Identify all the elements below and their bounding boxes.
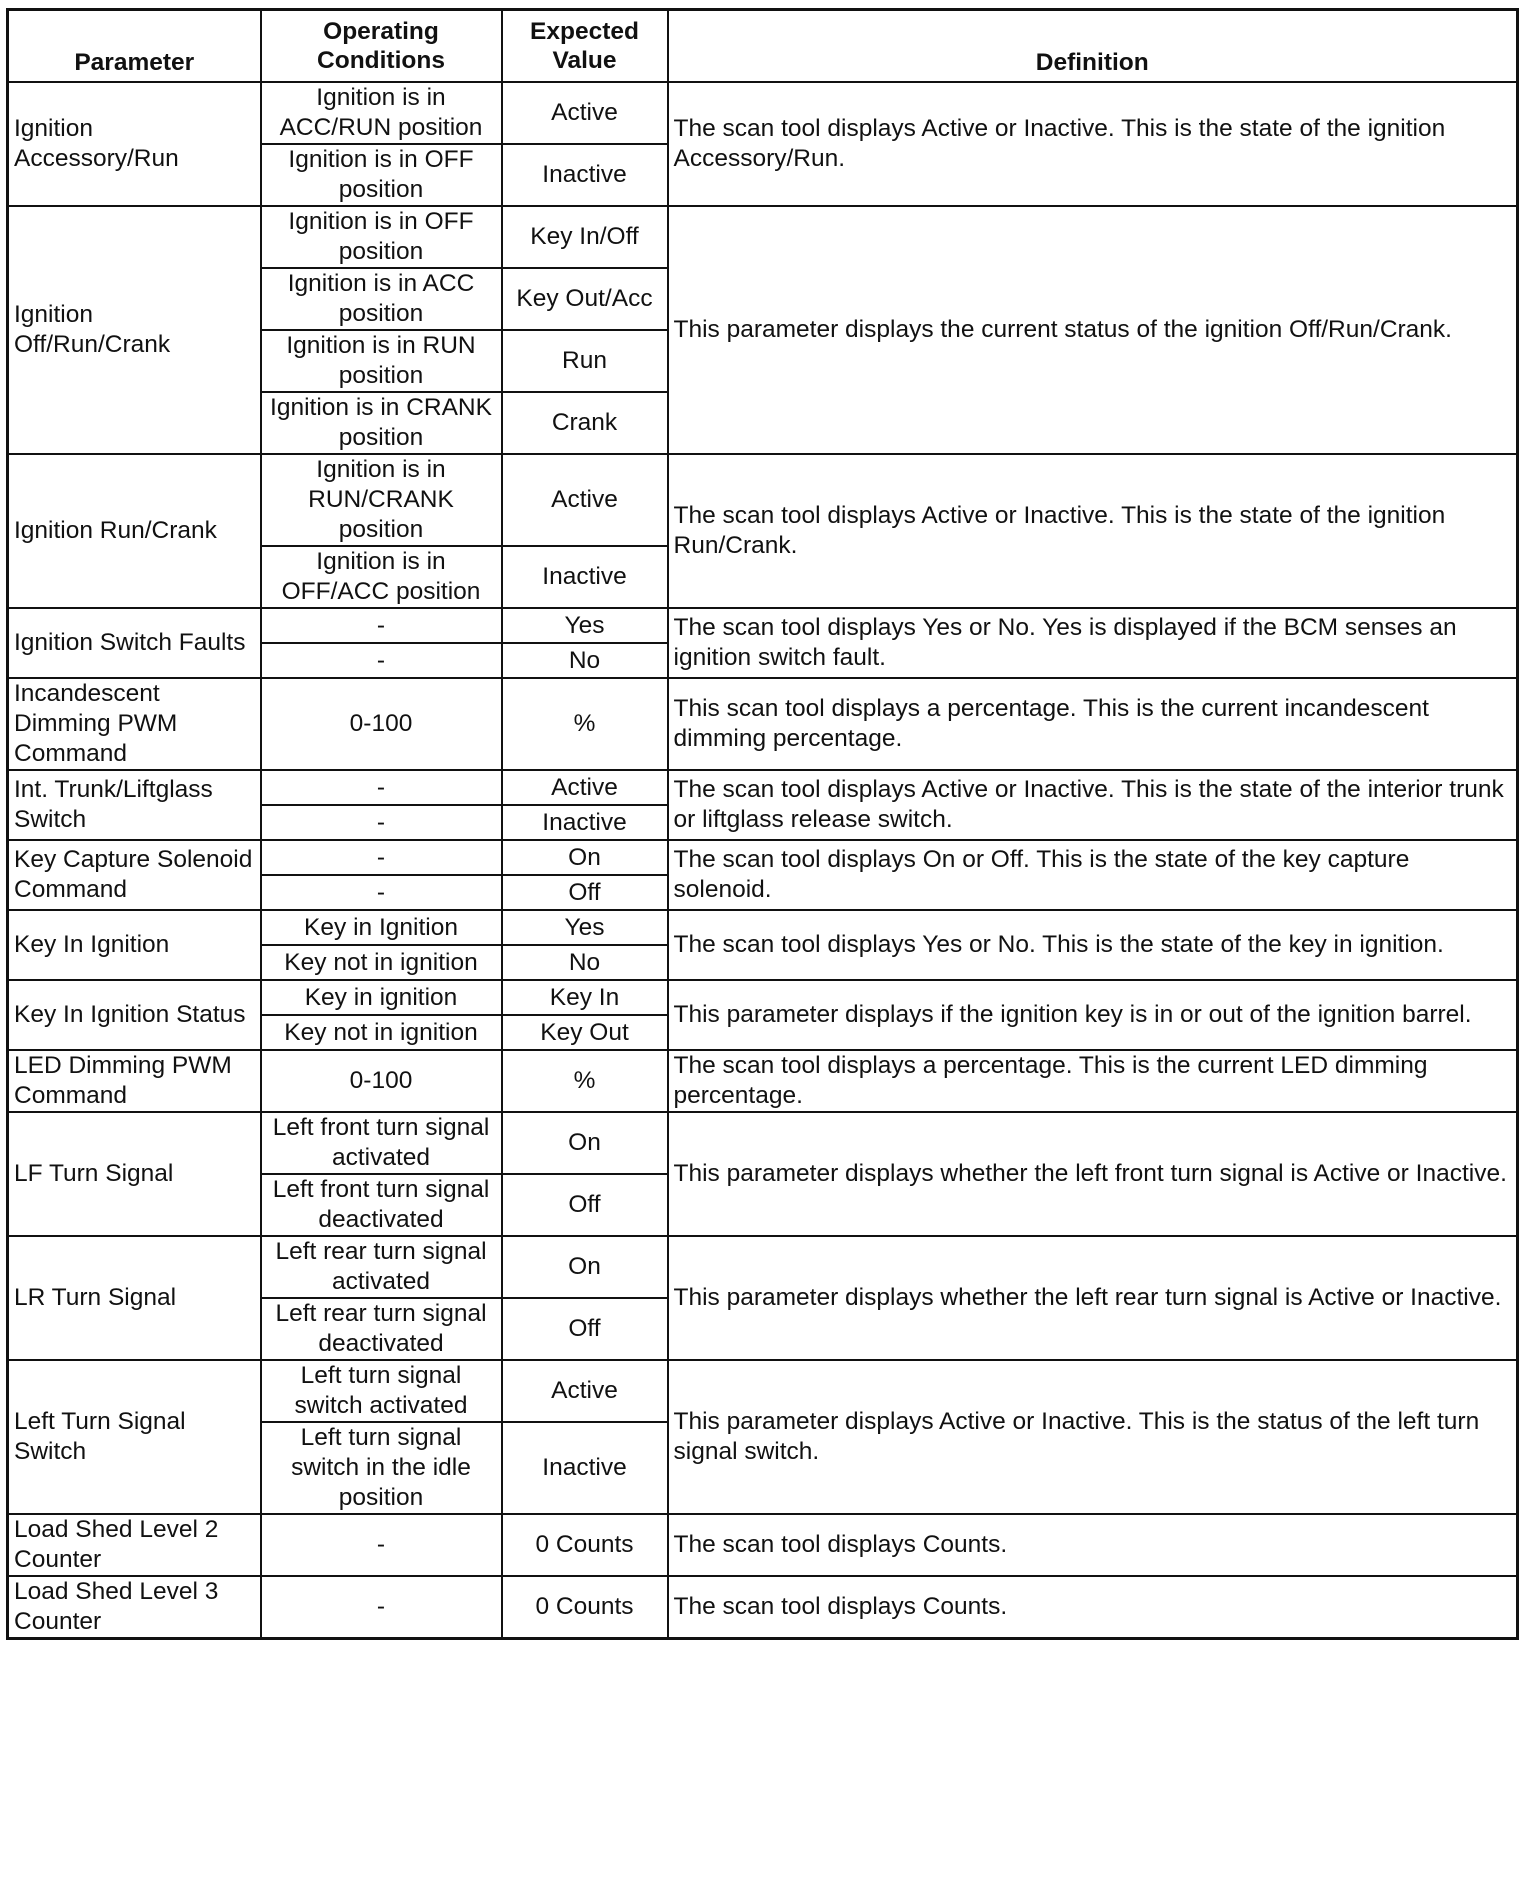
expected-value-cell: Off [502,1298,668,1360]
expected-value-cell: Off [502,875,668,910]
definition-cell: This parameter displays the current status of the ignition Off/Run/Crank. [668,206,1518,454]
expected-value-cell: Active [502,770,668,805]
operating-condition-cell: Ignition is in ACC/RUN position [261,82,502,144]
operating-condition-cell: Ignition is in RUN/CRANK position [261,454,502,546]
operating-condition-cell: - [261,875,502,910]
operating-condition-cell: Left turn signal switch activated [261,1360,502,1422]
operating-condition-cell: Key not in ignition [261,1015,502,1050]
table-row [8,1112,1518,1174]
parameter-cell: LR Turn Signal [8,1236,261,1360]
operating-condition-cell: Ignition is in OFF position [261,206,502,268]
table-row [8,910,1518,945]
parameter-cell: Ignition Switch Faults [8,608,261,678]
table-header-row [8,10,1518,83]
expected-value-cell: Active [502,1360,668,1422]
definition-cell: The scan tool displays Active or Inactive. This is the state of the ignition Accessory/Run. [668,82,1518,206]
table-row [8,840,1518,875]
definition-cell: This scan tool displays a percentage. This is the current incandescent dimming percentage. [668,678,1518,770]
definition-cell: The scan tool displays Counts. [668,1514,1518,1576]
expected-value-cell: On [502,840,668,875]
definition-cell: The scan tool displays a percentage. This is the current LED dimming percentage. [668,1050,1518,1112]
table-body [8,82,1518,1639]
header-expected-value: Expected Value [502,10,668,83]
parameter-cell: Ignition Accessory/Run [8,82,261,206]
expected-value-cell: Run [502,330,668,392]
parameter-cell: Ignition Run/Crank [8,454,261,608]
definition-cell: The scan tool displays Yes or No. This is the state of the key in ignition. [668,910,1518,980]
expected-value-cell: Key Out/Acc [502,268,668,330]
table-row [8,1236,1518,1298]
expected-value-cell: Inactive [502,805,668,840]
operating-condition-cell: Ignition is in OFF position [261,144,502,206]
table-row [8,1360,1518,1422]
operating-condition-cell: 0-100 [261,1050,502,1112]
table-row [8,608,1518,643]
operating-condition-cell: Ignition is in RUN position [261,330,502,392]
expected-value-cell: Crank [502,392,668,454]
definition-cell: This parameter displays whether the left rear turn signal is Active or Inactive. [668,1236,1518,1360]
parameter-cell: Load Shed Level 2 Counter [8,1514,261,1576]
expected-value-cell: Active [502,454,668,546]
operating-condition-cell: - [261,643,502,678]
operating-condition-cell: Ignition is in OFF/ACC position [261,546,502,608]
expected-value-cell: 0 Counts [502,1576,668,1639]
expected-value-cell: No [502,643,668,678]
header-operating-conditions: Operating Conditions [261,10,502,83]
expected-value-cell: Key In/Off [502,206,668,268]
expected-value-cell: On [502,1112,668,1174]
operating-condition-cell: - [261,1514,502,1576]
operating-condition-cell: 0-100 [261,678,502,770]
expected-value-cell: Inactive [502,546,668,608]
expected-value-cell: Inactive [502,144,668,206]
parameter-cell: LED Dimming PWM Command [8,1050,261,1112]
operating-condition-cell: Ignition is in ACC position [261,268,502,330]
operating-condition-cell: - [261,840,502,875]
operating-condition-cell: Key in Ignition [261,910,502,945]
parameter-cell: LF Turn Signal [8,1112,261,1236]
operating-condition-cell: Ignition is in CRANK position [261,392,502,454]
table-row [8,206,1518,268]
expected-value-cell: Inactive [502,1422,668,1514]
parameter-cell: Ignition Off/Run/Crank [8,206,261,454]
expected-value-cell: % [502,678,668,770]
table-row [8,1050,1518,1112]
operating-condition-cell: Left front turn signal deactivated [261,1174,502,1236]
operating-condition-cell: Left rear turn signal activated [261,1236,502,1298]
parameter-cell: Incandescent Dimming PWM Command [8,678,261,770]
expected-value-cell: 0 Counts [502,1514,668,1576]
parameter-cell: Key In Ignition Status [8,980,261,1050]
definition-cell: The scan tool displays Yes or No. Yes is displayed if the BCM senses an ignition switch fault. [668,608,1518,678]
definition-cell: The scan tool displays Counts. [668,1576,1518,1639]
expected-value-cell: Key Out [502,1015,668,1050]
expected-value-cell: Yes [502,910,668,945]
operating-condition-cell: Left front turn signal activated [261,1112,502,1174]
expected-value-cell: % [502,1050,668,1112]
expected-value-cell: Active [502,82,668,144]
operating-condition-cell: Key not in ignition [261,945,502,980]
header-definition: Definition [668,10,1518,83]
definition-cell: This parameter displays whether the left front turn signal is Active or Inactive. [668,1112,1518,1236]
expected-value-cell: Key In [502,980,668,1015]
parameter-cell: Key Capture Solenoid Command [8,840,261,910]
parameter-cell: Key In Ignition [8,910,261,980]
table-row [8,1514,1518,1576]
expected-value-cell: Off [502,1174,668,1236]
operating-condition-cell: Key in ignition [261,980,502,1015]
operating-condition-cell: - [261,805,502,840]
parameter-cell: Left Turn Signal Switch [8,1360,261,1514]
definition-cell: The scan tool displays On or Off. This is the state of the key capture solenoid. [668,840,1518,910]
operating-condition-cell: - [261,1576,502,1639]
table-row [8,678,1518,770]
definition-cell: The scan tool displays Active or Inactive. This is the state of the ignition Run/Crank. [668,454,1518,608]
operating-condition-cell: - [261,608,502,643]
table-row [8,980,1518,1015]
table-row [8,454,1518,546]
operating-condition-cell: Left rear turn signal deactivated [261,1298,502,1360]
operating-condition-cell: - [261,770,502,805]
expected-value-cell: On [502,1236,668,1298]
parameter-cell: Load Shed Level 3 Counter [8,1576,261,1639]
operating-condition-cell: Left turn signal switch in the idle position [261,1422,502,1514]
definition-cell: This parameter displays if the ignition key is in or out of the ignition barrel. [668,980,1518,1050]
definition-cell: This parameter displays Active or Inactive. This is the status of the left turn signal switch. [668,1360,1518,1514]
expected-value-cell: No [502,945,668,980]
table-row [8,1576,1518,1639]
parameter-table [6,8,1519,1640]
table-row [8,82,1518,144]
document-page [6,8,1519,1640]
expected-value-cell: Yes [502,608,668,643]
table-row [8,770,1518,805]
definition-cell: The scan tool displays Active or Inactive. This is the state of the interior trunk or liftglass release switch. [668,770,1518,840]
parameter-cell: Int. Trunk/Liftglass Switch [8,770,261,840]
header-parameter: Parameter [8,10,261,83]
